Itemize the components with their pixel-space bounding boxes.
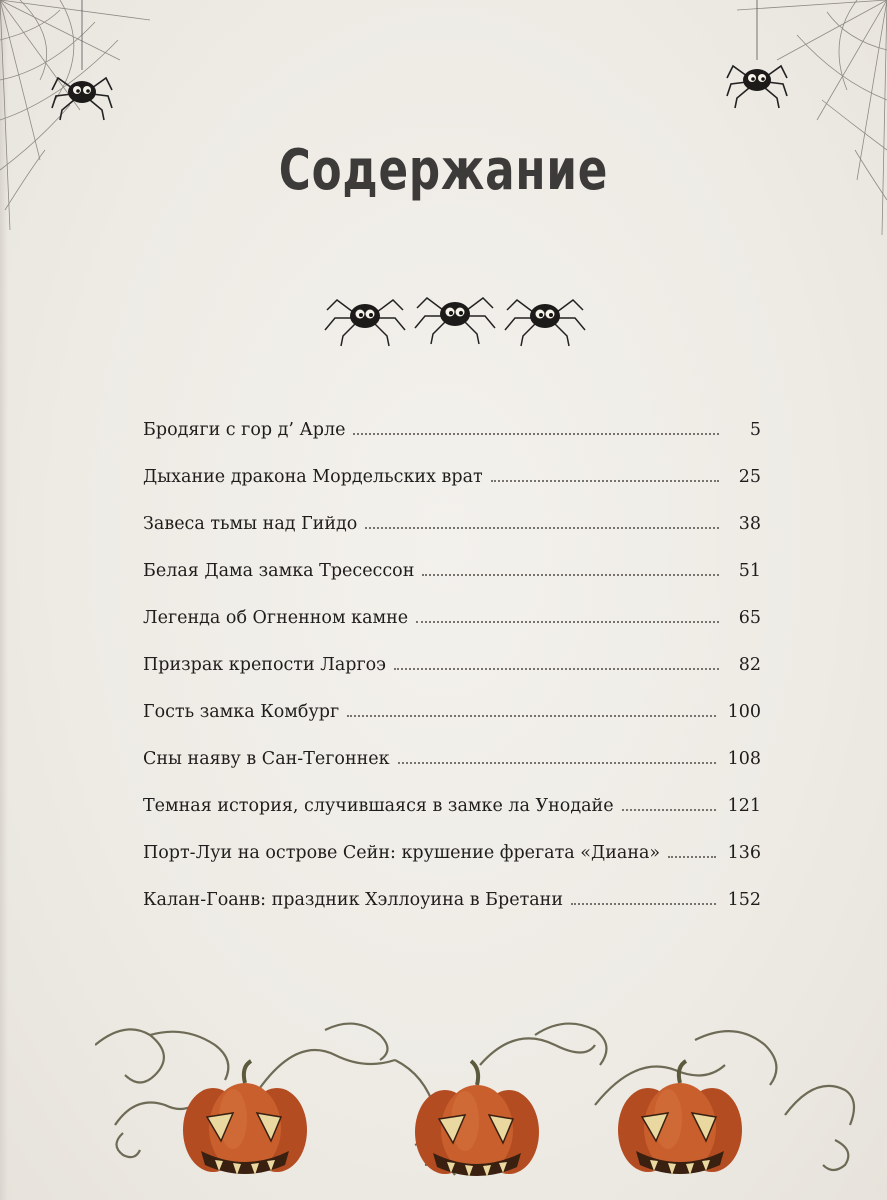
pumpkin-icon <box>183 1061 307 1175</box>
toc-entry[interactable] <box>143 749 761 796</box>
toc-entry-page: 136 <box>727 843 761 863</box>
toc-entry-page: 25 <box>738 467 761 487</box>
toc-entry-page: 82 <box>738 655 761 675</box>
toc-entry-title: Завеса тьмы над Гийдо <box>143 514 358 534</box>
toc-entry-title: Призрак крепости Ларгоэ <box>143 655 386 675</box>
dot-leader <box>571 902 716 905</box>
toc-entry[interactable] <box>143 890 761 937</box>
cobweb-icon <box>0 0 190 240</box>
spider-icon <box>325 300 405 346</box>
toc-entry-page: 5 <box>749 420 761 440</box>
toc-entry-page: 108 <box>727 749 761 769</box>
toc-entry-title: Дыхание дракона Мордельских врат <box>143 467 483 487</box>
table-of-contents <box>143 420 761 937</box>
toc-entry[interactable] <box>143 843 761 890</box>
dot-leader <box>347 714 715 717</box>
toc-entry-title: Порт-Луи на острове Сейн: крушение фрегата «Диана» <box>143 843 661 863</box>
toc-entry-title: Белая Дама замка Тресессон <box>143 561 415 581</box>
dot-leader <box>622 808 716 811</box>
toc-entry[interactable] <box>143 467 761 514</box>
dot-leader <box>416 620 719 623</box>
toc-entry-page: 65 <box>738 608 761 628</box>
toc-entry-page: 38 <box>738 514 761 534</box>
toc-entry-title: Калан-Гоанв: праздник Хэллоуина в Бретани <box>143 890 564 910</box>
toc-entry[interactable] <box>143 608 761 655</box>
pumpkin-icon <box>415 1061 539 1177</box>
toc-entry-page: 121 <box>727 796 761 816</box>
page-title: Содержание <box>278 138 609 203</box>
dot-leader <box>353 432 719 435</box>
spider-icon <box>505 300 585 346</box>
toc-entry-title: Легенда об Огненном камне <box>143 608 409 628</box>
dot-leader <box>422 573 719 576</box>
dot-leader <box>394 667 719 670</box>
toc-entry[interactable] <box>143 561 761 608</box>
toc-entry-title: Темная история, случившаяся в замке ла Унодайе <box>143 796 614 816</box>
spider-ornament <box>320 288 590 350</box>
toc-entry[interactable] <box>143 420 761 467</box>
toc-entry-title: Гость замка Комбург <box>143 702 340 722</box>
pumpkin-border <box>95 1015 860 1190</box>
toc-entry-title: Бродяги с гор д’ Арле <box>143 420 346 440</box>
pumpkin-icon <box>618 1061 742 1175</box>
cobweb-icon <box>717 0 887 240</box>
toc-entry-page: 152 <box>727 890 761 910</box>
dot-leader <box>668 855 715 858</box>
dot-leader <box>491 479 719 482</box>
toc-entry[interactable] <box>143 702 761 749</box>
toc-entry-title: Сны наяву в Сан-Тегоннек <box>143 749 390 769</box>
dot-leader <box>398 761 716 764</box>
toc-entry-page: 100 <box>727 702 761 722</box>
toc-entry[interactable] <box>143 514 761 561</box>
spider-icon <box>727 66 787 108</box>
dot-leader <box>365 526 719 529</box>
toc-entry[interactable] <box>143 796 761 843</box>
toc-entry[interactable] <box>143 655 761 702</box>
spider-icon <box>415 298 495 344</box>
toc-entry-page: 51 <box>738 561 761 581</box>
